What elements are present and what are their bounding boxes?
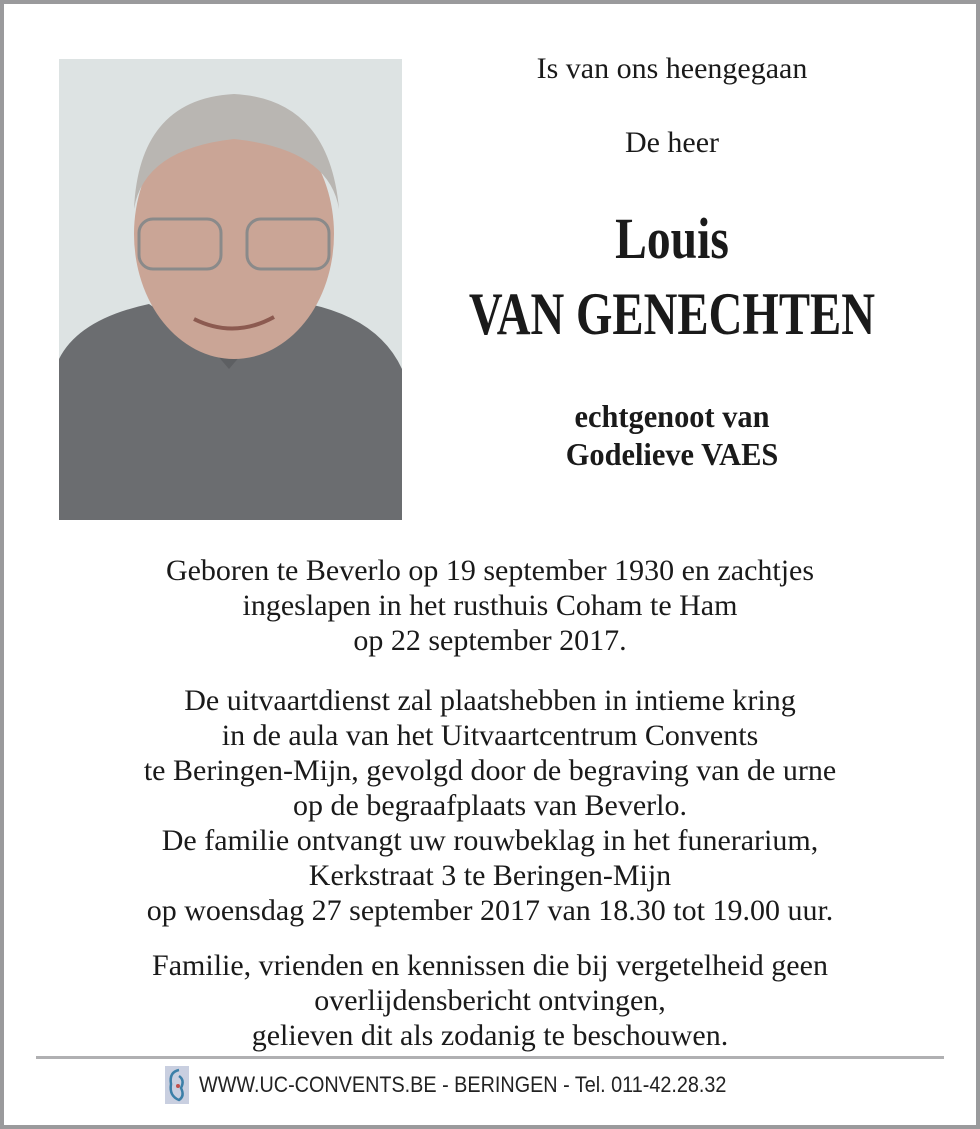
last-name: VAN GENECHTEN — [468, 281, 876, 347]
text-line: overlijdensbericht ontvingen, — [314, 984, 666, 1017]
text-line: Kerkstraat 3 te Beringen-Mijn — [308, 859, 672, 892]
funeral-home-logo-icon — [165, 1066, 189, 1104]
text-line: De familie ontvangt uw rouwbeklag in het funerarium, — [161, 824, 819, 857]
closing-paragraph — [0, 948, 980, 1053]
text-line: Familie, vrienden en kennissen die bij vergetelheid geen — [152, 949, 828, 982]
spouse-label: echtgenoot van — [574, 398, 770, 434]
text-line: op woensdag 27 september 2017 van 18.30 tot 19.00 uur. — [146, 894, 834, 927]
intro-line: Is van ons heengegaan — [536, 52, 808, 85]
divider — [36, 1056, 944, 1059]
text-line: Geboren te Beverlo op 19 september 1930 en zachtjes — [165, 554, 815, 587]
birth-death-paragraph — [0, 553, 980, 658]
spouse-name: Godelieve VAES — [565, 436, 779, 472]
text-line: in de aula van het Uitvaartcentrum Convents — [221, 719, 759, 752]
footer — [165, 1066, 785, 1104]
service-paragraph — [0, 683, 980, 928]
text-line: ingeslapen in het rusthuis Coham te Ham — [242, 589, 738, 622]
footer-contact: WWW.UC-CONVENTS.BE - BERINGEN - Tel. 011-42.28.32 — [199, 1072, 727, 1097]
text-line: op de begraafplaats van Beverlo. — [293, 789, 687, 822]
portrait-photo — [59, 59, 402, 520]
text-line: gelieven dit als zodanig te beschouwen. — [251, 1019, 729, 1052]
text-line: op 22 september 2017. — [353, 624, 627, 657]
text-line: De uitvaartdienst zal plaatshebben in intieme kring — [184, 684, 796, 717]
text-line: te Beringen-Mijn, gevolgd door de begraving van de urne — [143, 754, 837, 787]
honorific: De heer — [624, 126, 720, 159]
first-name: Louis — [615, 206, 729, 271]
